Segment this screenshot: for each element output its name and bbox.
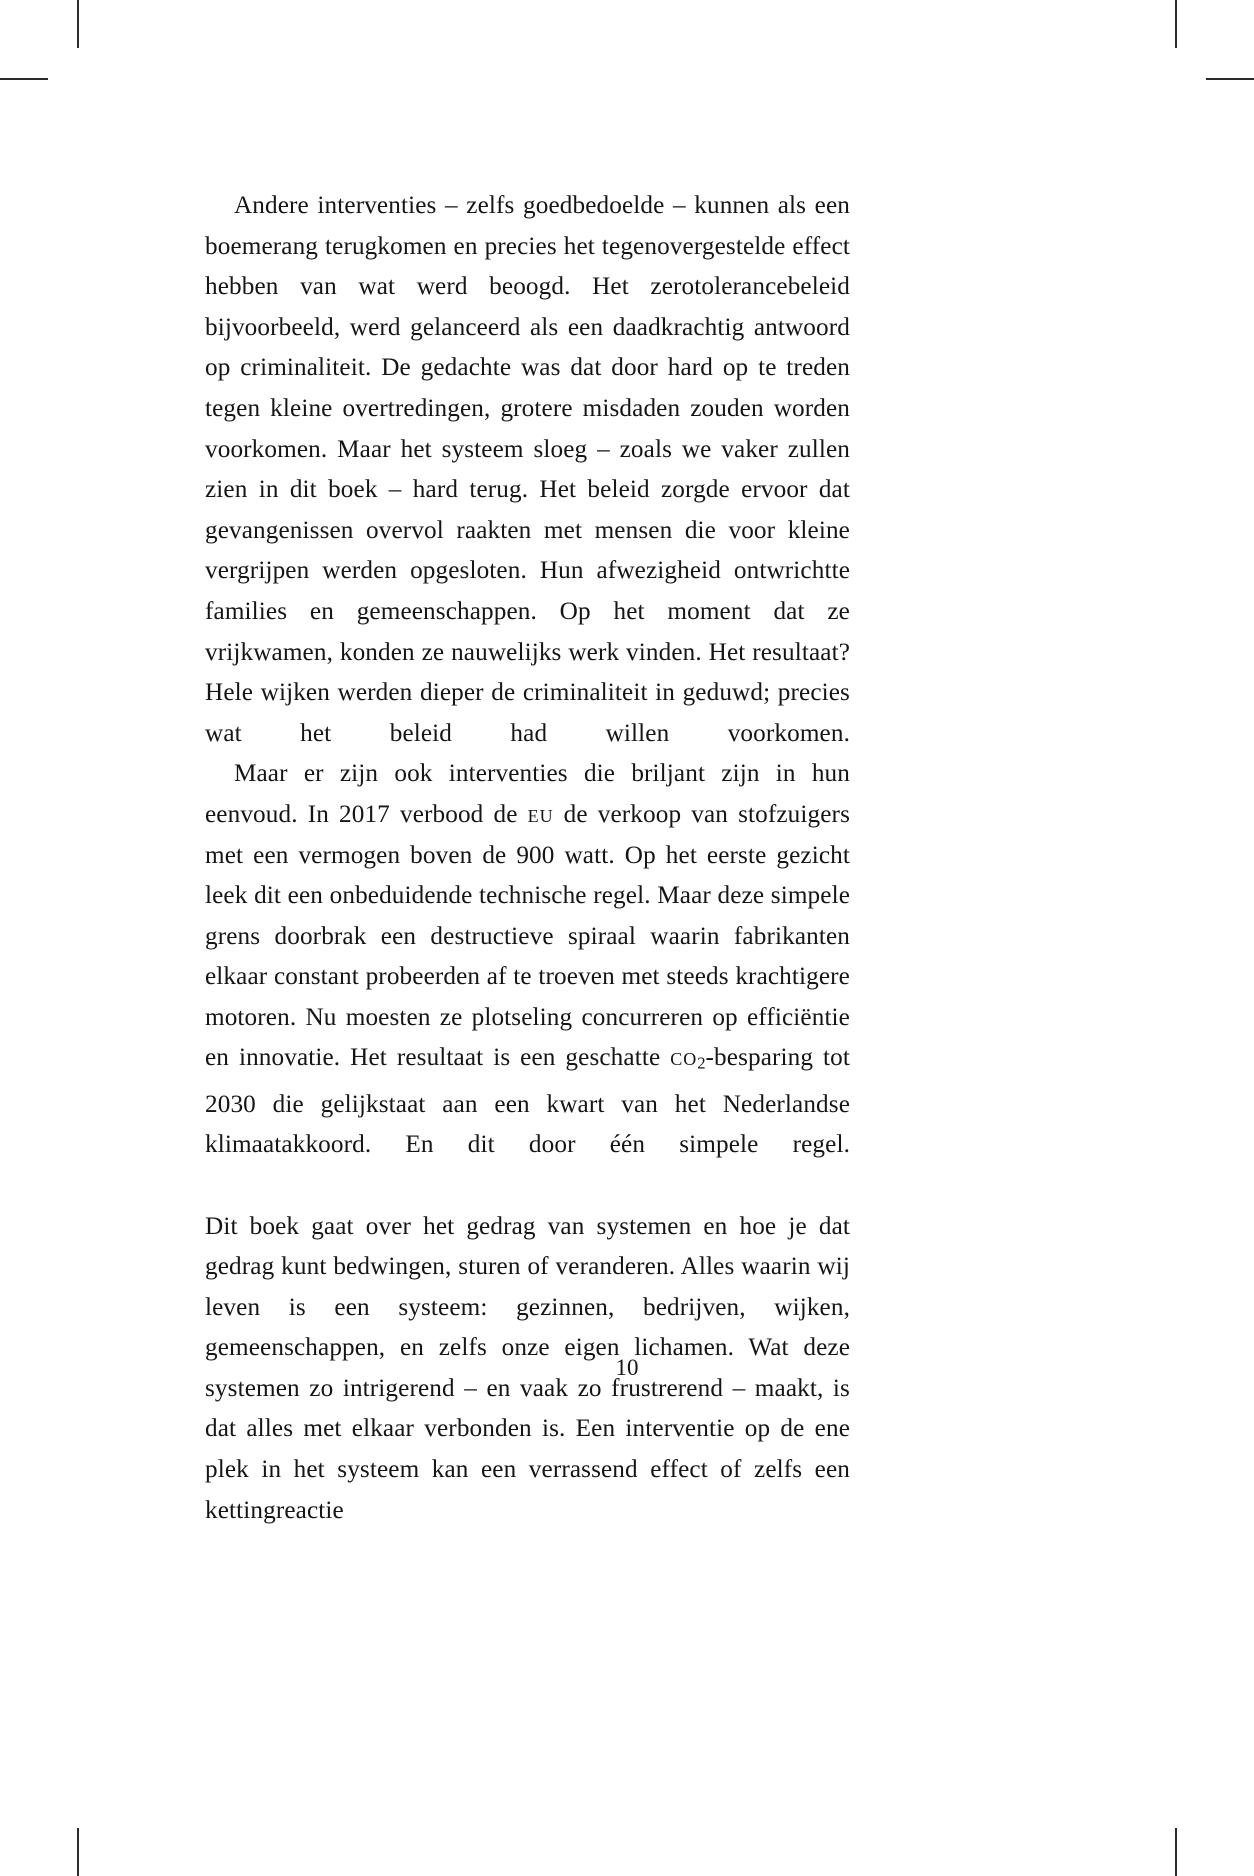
crop-mark-top-right-horizontal bbox=[1206, 78, 1254, 80]
formula-co2 bbox=[670, 1044, 706, 1074]
crop-mark-top-left-horizontal bbox=[0, 78, 48, 80]
paragraph-stofzuigers-part-3: -besparing tot 2030 die gelijkstaat aan een kwart van het Nederlandse klimaatakkoord. En dit door één simpele regel. bbox=[205, 1044, 850, 1159]
paragraph-stofzuigers-part-1: Maar er zijn ook interventies die briljant zijn in hun eenvoud. In 2017 verbood de bbox=[205, 760, 850, 828]
crop-mark-bottom-right-vertical bbox=[1175, 1828, 1177, 1876]
crop-mark-bottom-left-vertical bbox=[77, 1828, 79, 1876]
formula-co2-base: co bbox=[670, 1044, 698, 1072]
paragraph-systemen: Dit boek gaat over het gedrag van systemen en hoe je dat gedrag kunt bedwingen, sturen of veranderen. Alles waarin wij leven is een systeem: gezinnen, bedrijven, wijken, gemeenschappen, en zelfs onze eigen lichamen. Wat deze systemen zo intrigerend – en vaak zo frustrerend – maakt, is dat alles met elkaar verbonden is. Een interventie op de ene plek in het systeem kan een verrassend effect of zelfs een kettingreactie bbox=[205, 1212, 850, 1524]
abbreviation-eu: eu bbox=[527, 800, 554, 828]
crop-mark-top-left-vertical bbox=[77, 0, 79, 48]
paragraph-boemerang: Andere interventies – zelfs goedbedoelde – kunnen als een boemerang terugkomen en precies het tegenovergestelde effect hebben van wat werd beoogd. Het zerotolerancebeleid bijvoorbeeld, werd gelanceerd als een daadkrachtig antwoord op criminaliteit. De gedachte was dat door hard op te treden tegen kleine overtredingen, grotere misdaden zouden worden voorkomen. Maar het systeem sloeg – zoals we vaker zullen zien in dit boek – hard terug. Het beleid zorgde ervoor dat gevangenissen overvol raakten met mensen die voor kleine vergrijpen werden opgesloten. Hun afwezigheid ontwrichtte families en gemeenschappen. Op het moment dat ze vrijkwamen, konden ze nauwelijks werk vinden. Het resultaat? Hele wijken werden dieper de criminaliteit in geduwd; precies wat het beleid had willen voorkomen. bbox=[205, 192, 850, 747]
crop-mark-top-right-vertical bbox=[1175, 0, 1177, 48]
page-number: 10 bbox=[615, 1355, 639, 1380]
text-block bbox=[205, 186, 850, 1531]
paragraph-stofzuigers-part-2: de verkoop van stofzuigers met een vermogen boven de 900 watt. Op het eerste gezicht leek dit een onbeduidende technische regel. Maar deze simpele grens doorbrak een destructieve spiraal waarin fabrikanten elkaar constant probeerden af te troeven met steeds krachtigere motoren. Nu moesten ze plotseling concurreren op efficiëntie en innovatie. Het resultaat is een geschatte bbox=[205, 800, 850, 1072]
formula-co2-subscript: 2 bbox=[697, 1054, 706, 1074]
paragraph-stofzuigers bbox=[205, 754, 850, 1166]
